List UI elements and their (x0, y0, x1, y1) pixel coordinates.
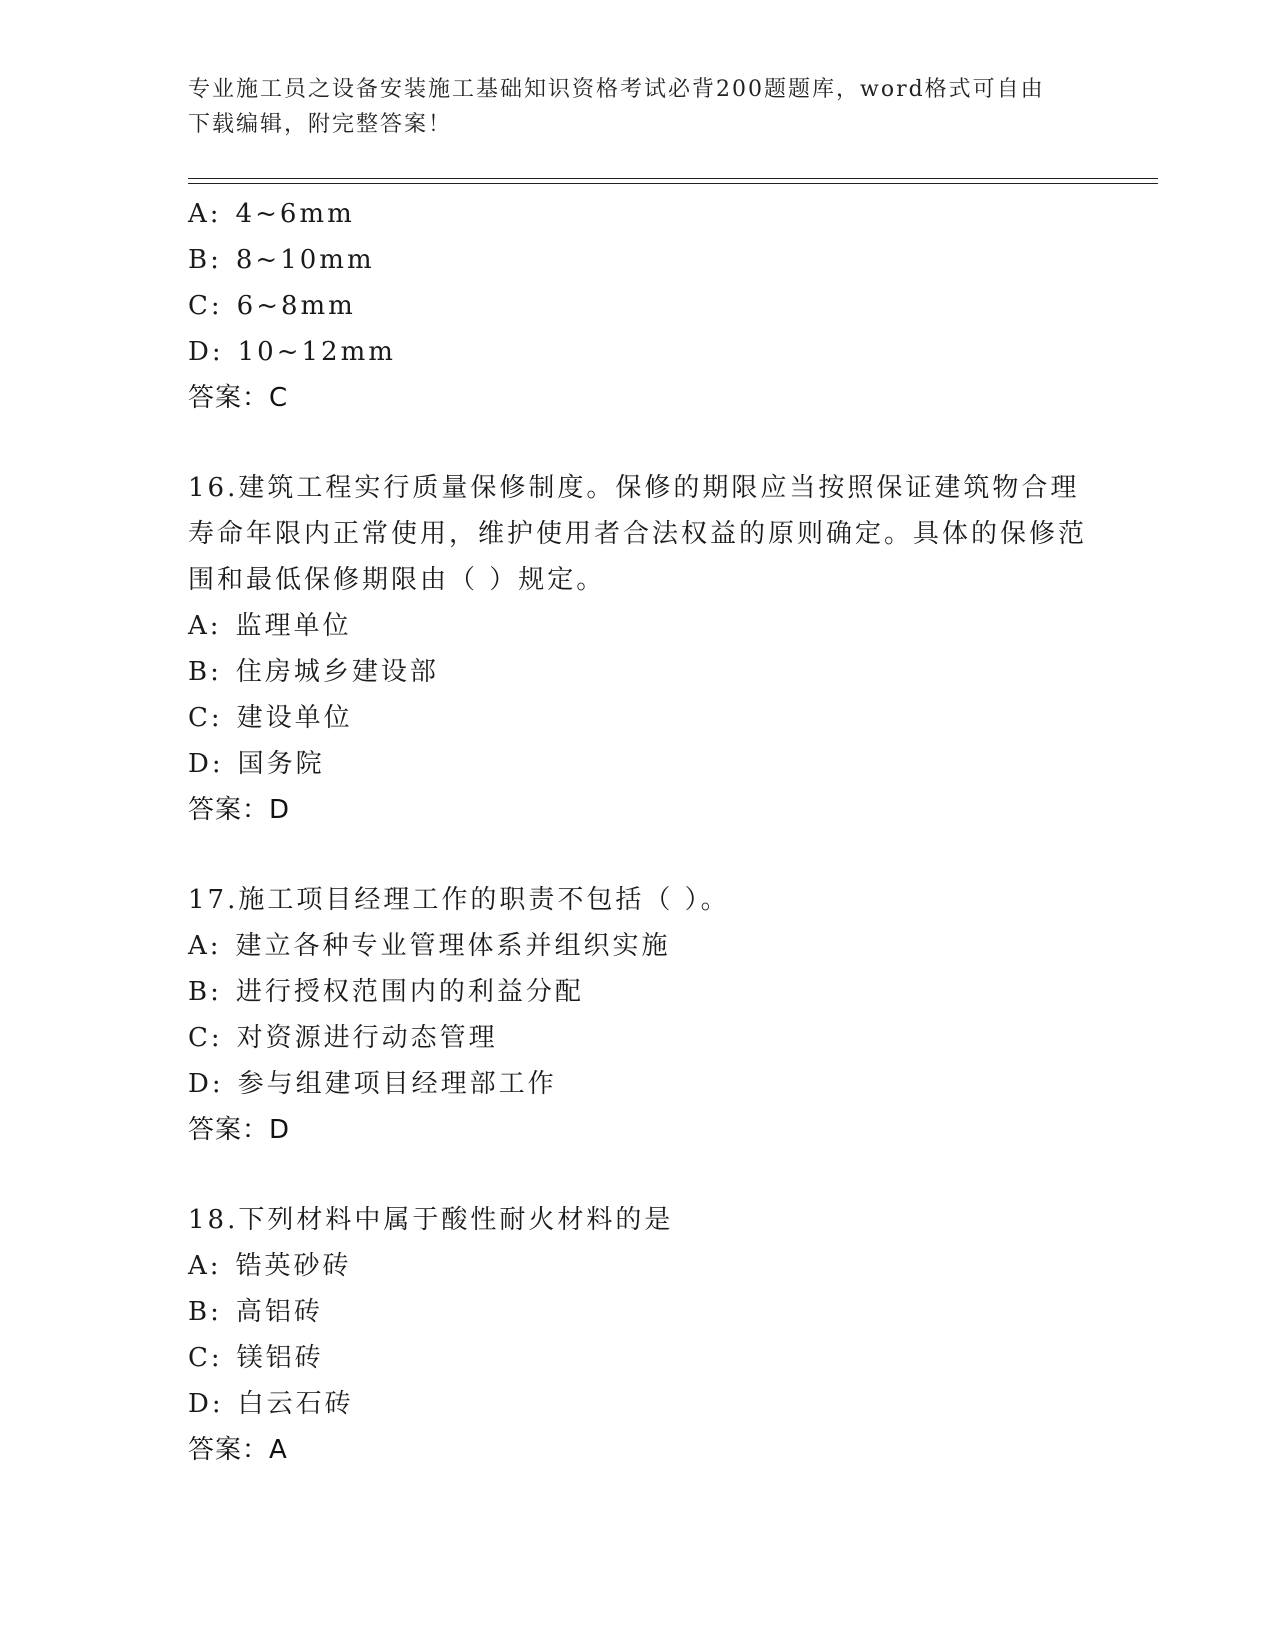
option-text: 参与组建项目经理部工作 (237, 1069, 557, 1099)
option-text: 锆英砂砖 (235, 1251, 352, 1281)
option-c (188, 283, 1088, 329)
header-rule-top (188, 178, 1158, 179)
question-17 (188, 877, 1088, 1153)
option-b (188, 1289, 1088, 1335)
option-text: 进行授权范围内的利益分配 (235, 977, 584, 1007)
option-text: 监理单位 (235, 611, 352, 641)
option-text: 建立各种专业管理体系并组织实施 (235, 931, 671, 961)
option-a (188, 1243, 1088, 1289)
option-label: B: (188, 245, 222, 275)
option-text: 6~8mm (236, 291, 356, 321)
option-d (188, 329, 1088, 375)
spacer (188, 1153, 1088, 1197)
option-text: 4~6mm (235, 199, 355, 229)
option-c (188, 695, 1088, 741)
option-label: B: (188, 977, 222, 1007)
option-label: B: (188, 657, 222, 687)
option-label: D: (188, 337, 224, 367)
question-text: 16.建筑工程实行质量保修制度。保修的期限应当按照保证建筑物合理寿命年限内正常使用，维护使用者合法权益的原则确定。具体的保修范围和最低保修期限由（ ）规定。 (188, 473, 1088, 595)
option-b (188, 649, 1088, 695)
answer-line: 答案：A (188, 1435, 288, 1465)
option-text: 建设单位 (236, 703, 353, 733)
option-a (188, 603, 1088, 649)
option-text: 镁铝砖 (236, 1343, 324, 1373)
question-15 (188, 191, 1088, 421)
option-text: 8~10mm (235, 245, 375, 275)
option-text: 住房城乡建设部 (235, 657, 439, 687)
option-label: A: (188, 611, 222, 641)
question-list (188, 191, 1088, 1473)
question-text: 17.施工项目经理工作的职责不包括（ ）。 (188, 885, 730, 915)
answer-line: 答案：D (188, 795, 291, 825)
option-text: 高铝砖 (235, 1297, 323, 1327)
option-label: C: (188, 703, 223, 733)
question-18 (188, 1197, 1088, 1473)
option-text: 国务院 (237, 749, 325, 779)
option-d (188, 1381, 1088, 1427)
answer-line: 答案：C (188, 383, 289, 413)
option-a (188, 191, 1088, 237)
option-label: A: (188, 199, 222, 229)
option-d (188, 741, 1088, 787)
option-label: D: (188, 749, 224, 779)
spacer (188, 833, 1088, 877)
option-label: C: (188, 1023, 223, 1053)
option-label: A: (188, 931, 222, 961)
option-c (188, 1015, 1088, 1061)
question-text: 18.下列材料中属于酸性耐火材料的是 (188, 1205, 674, 1235)
option-d (188, 1061, 1088, 1107)
option-a (188, 923, 1088, 969)
spacer (188, 421, 1088, 465)
option-b (188, 969, 1088, 1015)
option-text: 白云石砖 (237, 1389, 354, 1419)
option-text: 对资源进行动态管理 (236, 1023, 498, 1053)
document-header: 专业施工员之设备安装施工基础知识资格考试必背200题题库，word格式可自由下载编辑，附完整答案！ (188, 77, 1045, 137)
option-label: D: (188, 1069, 224, 1099)
option-c (188, 1335, 1088, 1381)
option-b (188, 237, 1088, 283)
option-label: A: (188, 1251, 222, 1281)
option-label: C: (188, 291, 223, 321)
option-label: D: (188, 1389, 224, 1419)
option-label: B: (188, 1297, 222, 1327)
option-text: 10~12mm (237, 337, 396, 367)
answer-line: 答案：D (188, 1115, 291, 1145)
question-16 (188, 465, 1088, 833)
header-rule-bottom (188, 183, 1158, 184)
option-label: C: (188, 1343, 223, 1373)
